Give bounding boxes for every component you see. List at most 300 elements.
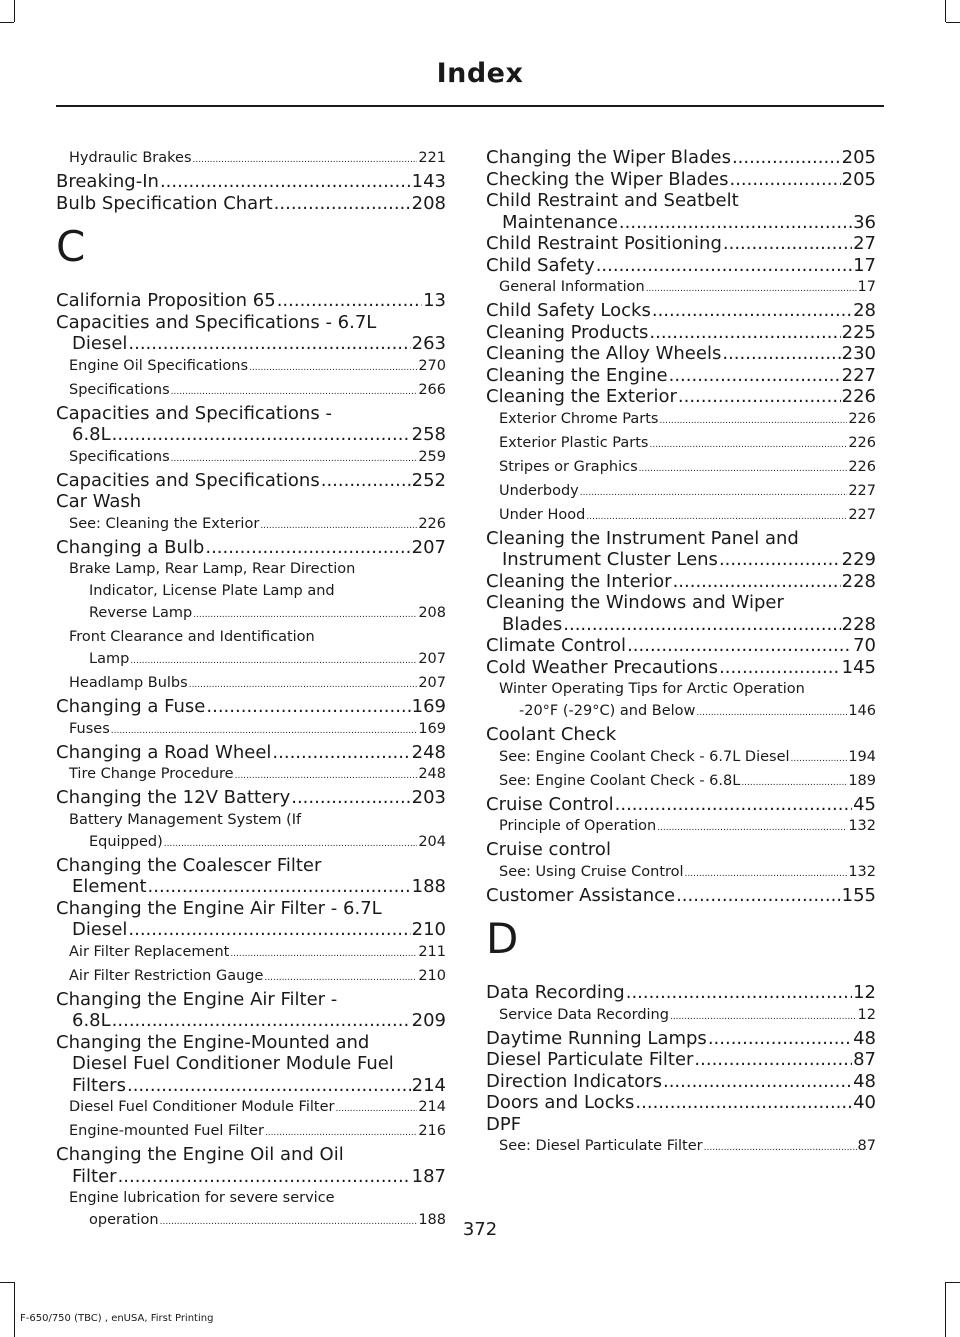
entry-page: 229 xyxy=(841,549,876,570)
entry-page: 36 xyxy=(853,211,876,233)
leader-dots xyxy=(663,1071,852,1093)
entry-label: Headlamp Bulbs xyxy=(69,675,188,691)
entry-page: 216 xyxy=(418,1123,446,1139)
entry-page: 214 xyxy=(411,1074,446,1096)
entry-label: General Information xyxy=(499,279,645,295)
leader-dots xyxy=(112,1010,411,1032)
entry-label: Diesel Fuel Conditioner Module Fuel xyxy=(72,1053,394,1074)
entry-label: Air Filter Restriction Gauge xyxy=(69,967,264,984)
entry-page: 12 xyxy=(857,1006,876,1023)
leader-dots xyxy=(619,212,852,234)
index-entry xyxy=(56,290,446,312)
index-subentry xyxy=(486,276,876,300)
entry-page: 70 xyxy=(853,635,876,656)
index-subentry xyxy=(486,746,876,770)
index-entry xyxy=(486,233,876,255)
leader-dots xyxy=(277,290,422,312)
leader-dots xyxy=(235,763,418,787)
leader-dots xyxy=(164,831,418,855)
entry-label: Engine-mounted Fuel Filter xyxy=(69,1123,264,1139)
leader-dots xyxy=(694,1049,852,1071)
index-entry xyxy=(486,724,876,746)
entry-page: 210 xyxy=(411,919,446,940)
entry-label: Equipped) xyxy=(89,833,163,850)
leader-dots xyxy=(657,815,847,839)
entry-label: See: Using Cruise Control xyxy=(499,863,684,880)
leader-dots xyxy=(649,322,840,344)
crop-mark xyxy=(945,1282,946,1337)
header-rule xyxy=(56,105,884,107)
entry-page: 227 xyxy=(848,506,876,523)
index-entry xyxy=(486,657,876,679)
leader-dots xyxy=(265,1120,417,1144)
index-subentry xyxy=(486,861,876,885)
entry-line xyxy=(69,602,446,626)
entry-page: 17 xyxy=(853,254,876,276)
index-subentry xyxy=(486,1135,876,1159)
entry-page: 12 xyxy=(853,982,876,1003)
entry-label: Stripes or Graphics xyxy=(499,458,638,475)
entry-label: Cruise control xyxy=(486,839,611,860)
leader-dots xyxy=(649,432,847,456)
index-column-right xyxy=(486,147,876,1159)
entry-page: 226 xyxy=(848,410,876,427)
index-entry xyxy=(486,1114,876,1136)
index-subentry xyxy=(486,678,876,724)
index-entry xyxy=(486,343,876,365)
entry-label: Child Restraint and Seatbelt xyxy=(486,190,739,211)
leader-dots xyxy=(659,408,847,432)
entry-line xyxy=(486,212,876,234)
leader-dots xyxy=(230,941,417,965)
entry-line xyxy=(56,876,446,898)
entry-label: Changing a Road Wheel xyxy=(56,741,272,763)
index-entry xyxy=(56,403,446,446)
index-entry xyxy=(56,470,446,492)
leader-dots xyxy=(193,147,418,171)
entry-label: Breaking-In xyxy=(56,171,159,192)
crop-mark xyxy=(14,1282,15,1337)
entry-label: Underbody xyxy=(499,482,579,499)
index-entry xyxy=(56,855,446,898)
entry-label: Changing the Engine Air Filter - 6.7L xyxy=(56,897,382,919)
entry-label: Cleaning the Alloy Wheels xyxy=(486,343,722,364)
index-subentry xyxy=(56,626,446,672)
leader-dots xyxy=(596,255,852,277)
index-subentry xyxy=(56,1120,446,1144)
entry-page: 228 xyxy=(841,570,876,592)
leader-dots xyxy=(732,147,841,169)
leader-dots xyxy=(670,1004,857,1028)
index-entry xyxy=(56,989,446,1032)
entry-label: Child Restraint Positioning xyxy=(486,233,722,254)
index-entry xyxy=(56,898,446,941)
crop-mark xyxy=(0,1282,14,1283)
entry-label: operation xyxy=(89,1212,159,1228)
entry-label: Cruise Control xyxy=(486,793,614,815)
leader-dots xyxy=(719,657,841,679)
entry-line xyxy=(56,1166,446,1188)
page-number: 372 xyxy=(462,1219,498,1240)
entry-label: DPF xyxy=(486,1113,522,1135)
entry-label: Brake Lamp, Rear Lamp, Rear Direction xyxy=(69,561,356,577)
entry-label: Lamp xyxy=(89,651,130,667)
entry-label: Cleaning the Instrument Panel and xyxy=(486,527,799,549)
index-column-left xyxy=(56,147,446,1233)
entry-page: 169 xyxy=(418,720,446,737)
entry-page: 225 xyxy=(841,321,876,343)
entry-label: See: Engine Coolant Check - 6.8L xyxy=(499,772,741,789)
index-subentry xyxy=(56,558,446,626)
entry-label: Front Clearance and Identification xyxy=(69,629,315,645)
entry-page: 17 xyxy=(857,279,876,295)
entry-label: Under Hood xyxy=(499,506,586,523)
entry-page: 266 xyxy=(418,381,446,398)
entry-label: Changing the Engine Air Filter - xyxy=(56,988,338,1010)
entry-label: Specifications xyxy=(69,381,170,398)
index-entry xyxy=(486,794,876,816)
entry-label: -20°F (-29°C) and Below xyxy=(519,703,696,719)
entry-label: Car Wash xyxy=(56,491,142,512)
entry-label: Data Recording xyxy=(486,982,625,1003)
entry-line xyxy=(486,549,876,571)
entry-label: Diesel Fuel Conditioner Module Filter xyxy=(69,1099,335,1115)
leader-dots xyxy=(652,300,852,322)
entry-label: Element xyxy=(72,876,147,897)
leader-dots xyxy=(723,233,852,255)
entry-page: 228 xyxy=(841,613,876,635)
entry-page: 263 xyxy=(411,333,446,354)
entry-label: Fuses xyxy=(69,720,110,737)
entry-page: 189 xyxy=(848,772,876,789)
leader-dots xyxy=(160,171,411,193)
index-entry xyxy=(486,365,876,387)
entry-page: 48 xyxy=(853,1070,876,1092)
index-subentry xyxy=(486,770,876,794)
entry-line xyxy=(56,1075,446,1097)
crop-mark xyxy=(0,22,14,23)
entry-label: Direction Indicators xyxy=(486,1070,662,1092)
index-entry xyxy=(56,742,446,764)
index-entry xyxy=(486,885,876,907)
entry-label: Cold Weather Precautions xyxy=(486,656,719,678)
entry-line xyxy=(69,648,446,672)
entry-line xyxy=(56,1053,446,1075)
entry-label: Service Data Recording xyxy=(499,1006,669,1023)
index-entry xyxy=(486,322,876,344)
entry-label: Diesel Particulate Filter xyxy=(486,1049,694,1070)
entry-label: Diesel xyxy=(72,919,128,940)
entry-label: Cleaning the Engine xyxy=(486,364,668,386)
entry-label: 6.8L xyxy=(72,1010,111,1031)
leader-dots xyxy=(719,549,841,571)
index-subentry xyxy=(56,718,446,742)
index-entry xyxy=(486,982,876,1004)
entry-label: Cleaning the Windows and Wiper xyxy=(486,592,784,613)
entry-label: Changing the Coalescer Filter xyxy=(56,854,322,876)
entry-page: 227 xyxy=(848,482,876,499)
index-entry xyxy=(486,592,876,635)
leader-dots xyxy=(708,1028,852,1050)
entry-page: 204 xyxy=(418,833,446,850)
leader-dots xyxy=(148,876,411,898)
entry-page: 207 xyxy=(418,675,446,691)
index-subentry xyxy=(486,408,876,432)
entry-label: Child Safety Locks xyxy=(486,300,651,321)
leader-dots xyxy=(291,787,410,809)
entry-label: Indicator, License Plate Lamp and xyxy=(89,583,335,599)
leader-dots xyxy=(118,1166,411,1188)
leader-dots xyxy=(128,919,410,941)
entry-page: 187 xyxy=(411,1165,446,1187)
index-subentry xyxy=(56,1096,446,1120)
index-subentry xyxy=(56,809,446,855)
crop-mark xyxy=(946,1282,960,1283)
leader-dots xyxy=(264,965,417,989)
footer-text: F-650/750 (TBC) , enUSA, First Printing xyxy=(20,1313,214,1324)
entry-label: Exterior Chrome Parts xyxy=(499,410,659,427)
entry-page: 205 xyxy=(841,147,876,168)
leader-dots xyxy=(646,276,857,300)
entry-page: 132 xyxy=(848,818,876,834)
index-subentry xyxy=(56,513,446,537)
entry-label: California Proposition 65 xyxy=(56,290,276,311)
leader-dots xyxy=(729,169,840,191)
entry-page: 230 xyxy=(841,343,876,364)
entry-label: Changing the Engine-Mounted and xyxy=(56,1031,370,1053)
entry-label: Maintenance xyxy=(502,211,618,233)
leader-dots xyxy=(112,424,411,446)
section-letter: D xyxy=(486,914,519,963)
entry-page: 45 xyxy=(853,793,876,815)
entry-line xyxy=(69,831,446,855)
entry-page: 40 xyxy=(853,1092,876,1113)
index-subentry xyxy=(486,432,876,456)
entry-label: Exterior Plastic Parts xyxy=(499,434,649,451)
entry-label: Filter xyxy=(72,1165,117,1187)
index-entry xyxy=(486,1049,876,1071)
entry-page: 210 xyxy=(418,967,446,984)
leader-dots xyxy=(722,343,840,365)
entry-label: Diesel xyxy=(72,333,128,354)
entry-label: Checking the Wiper Blades xyxy=(486,168,729,190)
entry-page: 258 xyxy=(411,424,446,445)
entry-label: Battery Management System (If xyxy=(69,811,302,828)
entry-label: See: Cleaning the Exterior xyxy=(69,515,260,532)
leader-dots xyxy=(193,602,417,626)
entry-line xyxy=(56,1010,446,1032)
entry-label: Specifications xyxy=(69,448,170,465)
entry-label: Changing a Bulb xyxy=(56,536,205,558)
index-subentry xyxy=(56,965,446,989)
entry-label: See: Engine Coolant Check - 6.7L Diesel xyxy=(499,748,790,765)
leader-dots xyxy=(249,355,417,379)
entry-page: 221 xyxy=(418,150,446,166)
entry-page: 207 xyxy=(418,651,446,667)
entry-label: Climate Control xyxy=(486,635,627,656)
leader-dots xyxy=(563,614,840,636)
index-entry xyxy=(56,491,446,513)
index-subentry xyxy=(486,456,876,480)
entry-page: 209 xyxy=(411,1010,446,1031)
leader-dots xyxy=(696,700,847,724)
entry-label: Capacities and Specifications - xyxy=(56,402,332,424)
leader-dots xyxy=(676,885,841,907)
leader-dots xyxy=(130,648,417,672)
index-subentry xyxy=(486,1004,876,1028)
entry-label: Engine Oil Specifications xyxy=(69,357,249,374)
leader-dots xyxy=(685,861,848,885)
index-entry xyxy=(56,787,446,809)
entry-label: 6.8L xyxy=(72,424,111,445)
entry-page: 205 xyxy=(841,168,876,190)
index-entry xyxy=(56,537,446,559)
entry-page: 28 xyxy=(853,300,876,321)
entry-label: Coolant Check xyxy=(486,724,617,745)
index-subentry xyxy=(56,763,446,787)
leader-dots xyxy=(274,193,411,215)
index-entry xyxy=(56,1144,446,1187)
crop-mark xyxy=(945,0,946,22)
section-letter: C xyxy=(56,222,86,271)
page-title: Index xyxy=(436,58,524,89)
index-entry xyxy=(486,839,876,861)
entry-label: Blades xyxy=(502,613,563,635)
leader-dots xyxy=(626,982,852,1004)
entry-line xyxy=(499,700,876,724)
leader-dots xyxy=(111,718,418,742)
index-subentry xyxy=(486,480,876,504)
index-entry xyxy=(56,193,446,215)
index-entry xyxy=(56,696,446,718)
leader-dots xyxy=(335,1096,417,1120)
entry-label: Winter Operating Tips for Arctic Operation xyxy=(499,681,805,697)
entry-label: Reverse Lamp xyxy=(89,605,193,621)
index-entry xyxy=(486,300,876,322)
entry-label: Cleaning the Interior xyxy=(486,570,672,592)
entry-label: Tire Change Procedure xyxy=(69,766,234,782)
entry-page: 143 xyxy=(411,171,446,192)
entry-label: Changing the 12V Battery xyxy=(56,787,291,808)
entry-page: 227 xyxy=(841,364,876,386)
index-subentry xyxy=(56,355,446,379)
index-subentry xyxy=(56,147,446,171)
leader-dots xyxy=(321,470,411,492)
index-subentry xyxy=(486,815,876,839)
entry-page: 208 xyxy=(411,192,446,214)
entry-line xyxy=(56,333,446,355)
index-entry xyxy=(486,635,876,657)
entry-page: 252 xyxy=(411,469,446,491)
entry-label: Customer Assistance xyxy=(486,884,676,906)
entry-page: 248 xyxy=(411,741,446,763)
entry-page: 207 xyxy=(411,536,446,558)
entry-line xyxy=(56,424,446,446)
entry-page: 87 xyxy=(857,1138,876,1154)
entry-label: Instrument Cluster Lens xyxy=(502,549,718,570)
leader-dots xyxy=(580,480,848,504)
leader-dots xyxy=(189,672,418,696)
entry-page: 203 xyxy=(411,787,446,808)
entry-page: 146 xyxy=(848,703,876,719)
entry-page: 226 xyxy=(848,458,876,475)
index-entry xyxy=(486,386,876,408)
entry-page: 270 xyxy=(418,357,446,374)
entry-label: Filters xyxy=(72,1074,126,1096)
leader-dots xyxy=(171,379,418,403)
leader-dots xyxy=(741,770,847,794)
entry-page: 13 xyxy=(423,290,446,311)
entry-label: Hydraulic Brakes xyxy=(69,150,192,166)
entry-page: 208 xyxy=(418,605,446,621)
entry-label: Daytime Running Lamps xyxy=(486,1027,707,1049)
leader-dots xyxy=(639,456,848,480)
entry-page: 226 xyxy=(418,515,446,532)
index-subentry xyxy=(486,504,876,528)
entry-page: 145 xyxy=(841,656,876,678)
index-entry xyxy=(56,312,446,355)
entry-label: Changing the Wiper Blades xyxy=(486,147,731,168)
entry-line xyxy=(486,614,876,636)
entry-page: 226 xyxy=(841,386,876,407)
index-entry xyxy=(56,1032,446,1097)
index-entry xyxy=(486,255,876,277)
entry-page: 169 xyxy=(411,696,446,717)
leader-dots xyxy=(669,365,841,387)
entry-page: 132 xyxy=(848,863,876,880)
index-entry xyxy=(486,1028,876,1050)
entry-label: Changing a Fuse xyxy=(56,696,206,717)
crop-mark xyxy=(14,0,15,22)
entry-page: 226 xyxy=(848,434,876,451)
entry-label: Child Safety xyxy=(486,254,595,276)
leader-dots xyxy=(635,1092,852,1114)
leader-dots xyxy=(791,746,848,770)
entry-line xyxy=(56,919,446,941)
entry-label: Capacities and Specifications - 6.7L xyxy=(56,311,377,333)
index-entry xyxy=(486,1071,876,1093)
leader-dots xyxy=(627,635,852,657)
entry-label: Engine lubrication for severe service xyxy=(69,1190,335,1206)
entry-label: Bulb Specification Chart xyxy=(56,192,273,214)
leader-dots xyxy=(673,571,841,593)
leader-dots xyxy=(205,537,410,559)
entry-label: Changing the Engine Oil and Oil xyxy=(56,1144,344,1165)
entry-label: Principle of Operation xyxy=(499,818,657,834)
index-entry xyxy=(486,1092,876,1114)
leader-dots xyxy=(678,386,841,408)
entry-label: Cleaning Products xyxy=(486,321,649,343)
leader-dots xyxy=(704,1135,857,1159)
leader-dots xyxy=(127,1075,411,1097)
index-entry xyxy=(486,528,876,571)
entry-page: 259 xyxy=(418,448,446,465)
index-entry xyxy=(486,147,876,169)
index-entry xyxy=(486,571,876,593)
entry-page: 194 xyxy=(848,748,876,765)
entry-page: 155 xyxy=(841,884,876,906)
leader-dots xyxy=(586,504,847,528)
entry-page: 214 xyxy=(418,1099,446,1115)
entry-page: 48 xyxy=(853,1027,876,1049)
entry-page: 188 xyxy=(411,876,446,897)
leader-dots xyxy=(272,742,410,764)
index-subentry xyxy=(56,379,446,403)
entry-label: See: Diesel Particulate Filter xyxy=(499,1138,703,1154)
entry-page: 211 xyxy=(418,943,446,960)
leader-dots xyxy=(615,794,852,816)
entry-label: Air Filter Replacement xyxy=(69,943,230,960)
